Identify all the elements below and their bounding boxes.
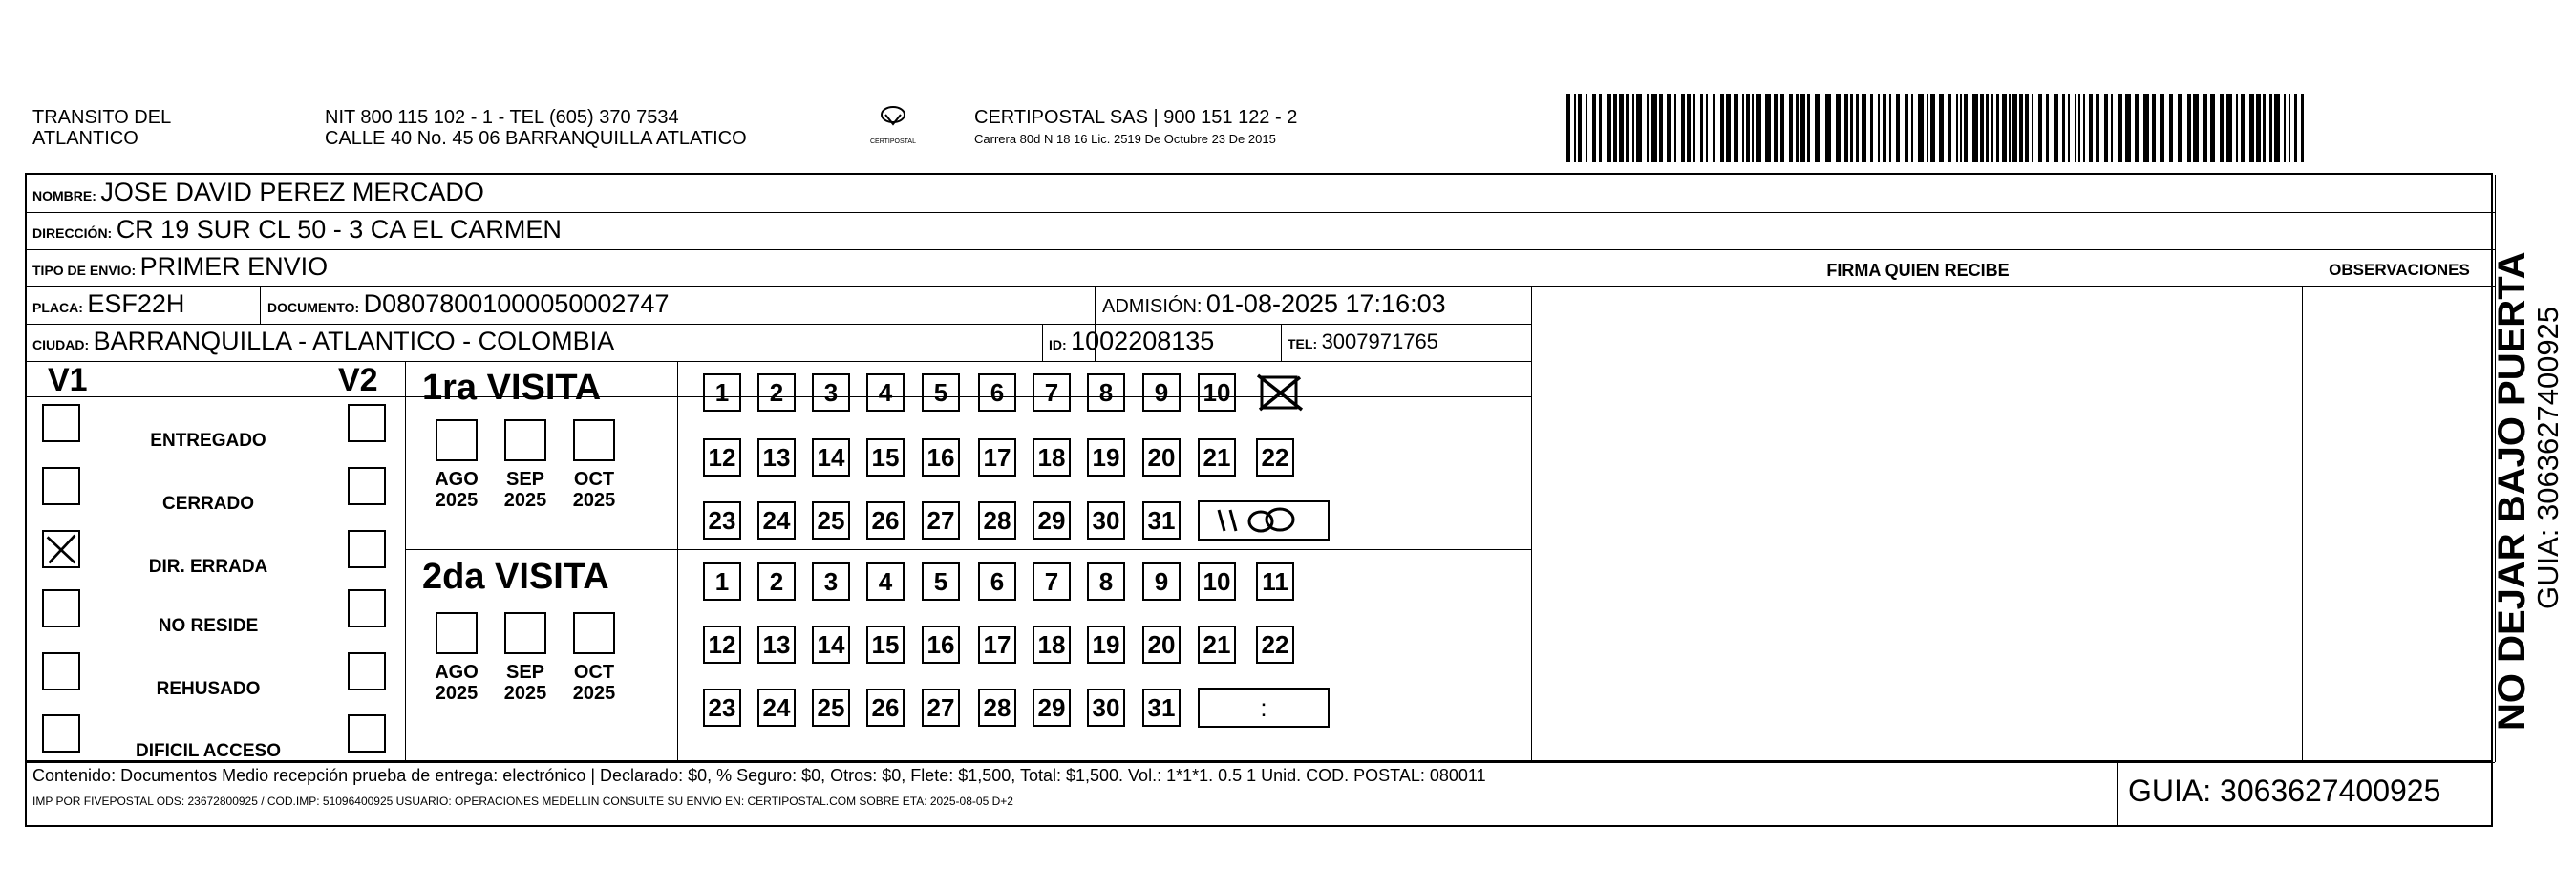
day-box[interactable]: 24: [757, 689, 796, 727]
barcode-bar: [1780, 94, 1784, 162]
day-box[interactable]: 31: [1142, 689, 1181, 727]
status-option-label: CERRADO: [161, 494, 255, 514]
day-box[interactable]: 22: [1256, 438, 1294, 477]
month-checkbox[interactable]: [573, 419, 615, 461]
documento-label: DOCUMENTO:: [267, 300, 360, 315]
barcode-bar: [1607, 94, 1611, 162]
barcode-bar: [2104, 94, 2108, 162]
barcode-bar: [1659, 94, 1663, 162]
v1-checkbox[interactable]: [42, 714, 80, 753]
footer-imp: IMP POR FIVEPOSTAL ODS: 23672800925 / COD.IMP: 51096400925 USUARIO: OPERACIONES MEDELLIN CONSULTE SU ENVIO EN: CERTIPOSTAL.COM SOBRE ETA: 2025-08-05 D+2: [32, 795, 1013, 808]
day-box[interactable]: 26: [866, 501, 905, 540]
barcode-bar: [1687, 94, 1691, 162]
day-box[interactable]: 27: [922, 689, 960, 727]
status-option-label: ENTREGADO: [150, 431, 266, 451]
barcode-bar: [1647, 94, 1649, 162]
day-box[interactable]: 5: [922, 562, 960, 601]
barcode-bar: [1911, 94, 1913, 162]
month-year: 2025: [435, 683, 479, 704]
day-box[interactable]: 5: [922, 373, 960, 412]
month-checkbox[interactable]: [573, 612, 615, 654]
v2-label: V2: [338, 362, 378, 398]
documento-value: D08078001000050002747: [363, 289, 670, 318]
day-box[interactable]: 17: [978, 626, 1016, 664]
barcode-bar: [1856, 94, 1859, 162]
barcode-bar: [2269, 94, 2272, 162]
id-label: ID:: [1049, 337, 1067, 352]
day-box[interactable]: 17: [978, 438, 1016, 477]
guide-form: [25, 173, 2493, 762]
barcode-bar: [1667, 94, 1671, 162]
barcode-bar: [1964, 94, 1968, 162]
barcode-bar: [1927, 94, 1928, 162]
ciudad-label: CIUDAD:: [32, 337, 90, 352]
month-year: 2025: [435, 490, 479, 511]
nit-info: [325, 107, 747, 149]
day-box[interactable]: 14: [812, 626, 850, 664]
month-year: 2025: [503, 683, 547, 704]
day-box[interactable]: 12: [703, 626, 741, 664]
divider: [2302, 286, 2303, 762]
direccion-label: DIRECCIÓN:: [32, 225, 113, 241]
day-box[interactable]: 19: [1087, 626, 1125, 664]
day-box[interactable]: 6: [978, 562, 1016, 601]
barcode-bar: [1905, 94, 1908, 162]
day-box[interactable]: 28: [978, 689, 1016, 727]
month-checkbox[interactable]: [504, 612, 546, 654]
month-checkbox[interactable]: [504, 419, 546, 461]
day-box[interactable]: 1: [703, 562, 741, 601]
ciudad-field: [32, 327, 614, 356]
barcode-bar: [2152, 94, 2156, 162]
barcode-bar: [1896, 94, 1900, 162]
day-box[interactable]: 1: [703, 373, 741, 412]
day-box[interactable]: 10: [1198, 373, 1236, 412]
divider: [27, 286, 2495, 287]
month-name: OCT: [573, 662, 615, 683]
divider: [1042, 324, 1043, 361]
day-box[interactable]: 18: [1033, 626, 1071, 664]
barcode-bar: [1980, 94, 1984, 162]
certipostal-logo: [864, 103, 922, 151]
barcode-bar: [2135, 94, 2139, 162]
barcode-bar: [1599, 94, 1602, 162]
day-box[interactable]: 14: [812, 438, 850, 477]
barcode-bar: [2019, 94, 2023, 162]
barcode-bar: [2289, 94, 2290, 162]
month-label: [422, 469, 491, 511]
barcode-bar: [1850, 94, 1853, 162]
day-box[interactable]: 23: [703, 689, 741, 727]
barcode-bar: [1726, 94, 1731, 162]
nit-line-2: CALLE 40 No. 45 06 BARRANQUILLA ATLATICO: [325, 128, 747, 149]
certipostal-info: [974, 107, 1297, 147]
barcode-bar: [1836, 94, 1841, 162]
barcode-bar: [2111, 94, 2113, 162]
barcode-bar: [2075, 94, 2076, 162]
day-box[interactable]: 6: [978, 373, 1016, 412]
barcode-bar: [2193, 94, 2199, 162]
barcode-bar: [1626, 94, 1629, 162]
day-box[interactable]: 4: [866, 373, 905, 412]
status-option-label: DIR. ERRADA: [148, 557, 268, 577]
barcode-bar: [1930, 94, 1935, 162]
day-box[interactable]: 19: [1087, 438, 1125, 477]
day-box[interactable]: 4: [866, 562, 905, 601]
barcode-bar: [2054, 94, 2058, 162]
divider: [27, 361, 1531, 362]
id-field: [1049, 327, 1214, 356]
barcode-bar: [2274, 94, 2280, 162]
month-label: [422, 662, 491, 704]
barcode-bar: [2294, 94, 2297, 162]
day-box[interactable]: 18: [1033, 438, 1071, 477]
footer-contenido: Contenido: Documentos Medio recepción prueba de entrega: electrónico | Declarado: $0, % Seguro: $0, Otros: $0, Flete: $1,500, Total: $1,500. Vol.: 1*1*1. 0.5 1 Unid. COD. POSTAL: 080011: [32, 766, 1486, 785]
day-box[interactable]: 24: [757, 501, 796, 540]
day-box[interactable]: 29: [1033, 501, 1071, 540]
barcode-bar: [1756, 94, 1761, 162]
v2-checkbox[interactable]: [348, 652, 386, 690]
barcode-bar: [2249, 94, 2254, 162]
barcode-bar: [1986, 94, 1989, 162]
barcode-bar: [1734, 94, 1738, 162]
ciudad-value: BARRANQUILLA - ATLANTICO - COLOMBIA: [93, 327, 615, 355]
barcode-bar: [2118, 94, 2122, 162]
barcode-bar: [1815, 94, 1820, 162]
status-option-label: REHUSADO: [156, 679, 261, 699]
barcode-bar: [2038, 94, 2042, 162]
barcode-bar: [2210, 94, 2215, 162]
side-warning: NO DEJAR BAJO PUERTA: [2491, 251, 2533, 731]
placa-label: PLACA:: [32, 300, 83, 315]
status-option-label: DIFICIL ACCESO: [135, 741, 281, 761]
day-box[interactable]: 22: [1256, 626, 1294, 664]
day-box[interactable]: 2: [757, 562, 796, 601]
day-box[interactable]: 7: [1033, 562, 1071, 601]
month-name: OCT: [573, 469, 615, 490]
barcode-bar: [1613, 94, 1617, 162]
barcode-bar: [2169, 94, 2173, 162]
barcode-bar: [2263, 94, 2266, 162]
day-box[interactable]: 30: [1087, 501, 1125, 540]
barcode-bar: [2083, 94, 2085, 162]
footer: [25, 760, 2493, 827]
nombre-label: NOMBRE:: [32, 188, 96, 203]
barcode-bar: [2125, 94, 2131, 162]
divider: [1531, 286, 1532, 762]
barcode-bar: [1870, 94, 1873, 162]
barcode-bar: [1706, 94, 1708, 162]
barcode-bar: [1713, 94, 1715, 162]
day-box[interactable]: 21: [1198, 438, 1236, 477]
barcode-bar: [1918, 94, 1924, 162]
admision-label: ADMISIÓN:: [1102, 296, 1203, 317]
time-handwritten[interactable]: [1198, 500, 1330, 541]
day-box[interactable]: 3: [812, 373, 850, 412]
day-box[interactable]: 13: [757, 438, 796, 477]
day-box[interactable]: 16: [922, 626, 960, 664]
day-box[interactable]: 25: [812, 689, 850, 727]
barcode-bar: [1632, 94, 1634, 162]
tipo-envio-row: [32, 252, 328, 282]
divider: [1281, 324, 1282, 361]
day-11-crossed[interactable]: [1256, 373, 1304, 412]
day-box[interactable]: 31: [1142, 501, 1181, 540]
certipostal-logo-icon: [864, 103, 922, 151]
placa-value: ESF22H: [87, 289, 185, 318]
barcode-bar: [1619, 94, 1624, 162]
barcode-bar: [1956, 94, 1958, 162]
barcode-bar: [1789, 94, 1793, 162]
barcode-bar: [1651, 94, 1657, 162]
barcode-bar: [1996, 94, 1999, 162]
barcode-bar: [1889, 94, 1891, 162]
day-box[interactable]: 28: [978, 501, 1016, 540]
barcode-bar: [1960, 94, 1962, 162]
day-box[interactable]: 27: [922, 501, 960, 540]
month-label: [560, 662, 628, 704]
barcode-bar: [2062, 94, 2065, 162]
tipo-envio-value: PRIMER ENVIO: [139, 252, 329, 281]
barcode-bar: [2220, 94, 2224, 162]
v2-checkbox[interactable]: [348, 589, 386, 627]
barcode-bar: [2236, 94, 2238, 162]
barcode-bar: [2160, 94, 2164, 162]
direccion-value: CR 19 SUR CL 50 - 3 CA EL CARMEN: [116, 215, 562, 244]
barcode-bar: [2203, 94, 2207, 162]
visit2-title: 2da VISITA: [422, 557, 609, 597]
barcode-bar: [1752, 94, 1754, 162]
tel-label: TEL:: [1288, 336, 1318, 351]
month-checkbox[interactable]: [436, 612, 478, 654]
month-name: AGO: [435, 662, 479, 683]
barcode-bar: [2241, 94, 2245, 162]
barcode-bar: [1939, 94, 1944, 162]
day-box[interactable]: 23: [703, 501, 741, 540]
day-box[interactable]: 15: [866, 626, 905, 664]
barcode-bar: [2046, 94, 2049, 162]
barcode-bar: [1991, 94, 1993, 162]
org-name: [32, 107, 171, 149]
month-checkbox[interactable]: [436, 419, 478, 461]
v1-checkbox[interactable]: [42, 589, 80, 627]
divider: [260, 286, 261, 324]
day-box[interactable]: 12: [703, 438, 741, 477]
org-line-2: ATLANTICO: [32, 128, 138, 149]
barcode-bar: [2068, 94, 2070, 162]
barcode-bar: [1636, 94, 1642, 162]
admision-value: 01-08-2025 17:16:03: [1205, 289, 1446, 318]
day-box[interactable]: 20: [1142, 438, 1181, 477]
barcode-bar: [1807, 94, 1810, 162]
org-line-1: TRANSITO DEL: [32, 107, 172, 128]
month-name: AGO: [435, 469, 479, 490]
barcode-bar: [1883, 94, 1886, 162]
day-box[interactable]: 21: [1198, 626, 1236, 664]
month-name: SEP: [505, 662, 545, 683]
day-box[interactable]: 11: [1256, 562, 1294, 601]
barcode-bar: [2284, 94, 2286, 162]
status-option-label: NO RESIDE: [158, 616, 259, 636]
tel-field: [1288, 329, 1438, 354]
direccion-row: [32, 215, 562, 244]
barcode-bar: [1800, 94, 1805, 162]
day-box[interactable]: 3: [812, 562, 850, 601]
barcode-bar: [1586, 94, 1587, 162]
barcode-bar: [2032, 94, 2033, 162]
observaciones-label: OBSERVACIONES: [2329, 261, 2470, 279]
divider: [27, 212, 2495, 213]
barcode-bar: [1578, 94, 1582, 162]
placa-field: [32, 289, 184, 319]
firma-label: FIRMA QUIEN RECIBE: [1826, 261, 2010, 280]
barcode-bar: [1742, 94, 1744, 162]
barcode-bar: [2301, 94, 2304, 162]
barcode-bar: [2187, 94, 2191, 162]
tel-value: 3007971765: [1321, 329, 1438, 353]
nombre-row: [32, 178, 484, 207]
day-box[interactable]: 2: [757, 373, 796, 412]
barcode-bar: [2078, 94, 2080, 162]
barcode-bar: [2012, 94, 2017, 162]
visit1-title: 1ra VISITA: [422, 368, 602, 408]
footer-guia: GUIA: 3063627400925: [2128, 774, 2441, 808]
barcode-bar: [2178, 94, 2182, 162]
divider: [677, 361, 678, 762]
day-box[interactable]: 15: [866, 438, 905, 477]
barcode-bar: [2009, 94, 2011, 162]
nombre-value: JOSE DAVID PEREZ MERCADO: [100, 178, 484, 206]
barcode-bar: [2025, 94, 2029, 162]
day-box[interactable]: 8: [1087, 562, 1125, 601]
barcode-bar: [1674, 94, 1676, 162]
v1-label: V1: [48, 362, 88, 398]
barcode-bar: [1700, 94, 1703, 162]
documento-field: [267, 289, 669, 319]
barcode-bar: [1862, 94, 1866, 162]
certi-line-2: Carrera 80d N 18 16 Lic. 2519 De Octubre 23 De 2015: [974, 132, 1276, 146]
month-label: [560, 469, 628, 511]
barcode-bar: [2226, 94, 2232, 162]
barcode: [1566, 94, 2321, 162]
v2-checkbox[interactable]: [348, 530, 386, 568]
barcode-bar: [1948, 94, 1951, 162]
divider: [27, 324, 1531, 325]
barcode-bar: [1844, 94, 1848, 162]
v1-checkbox[interactable]: [42, 404, 80, 442]
month-year: 2025: [572, 683, 616, 704]
day-box[interactable]: 7: [1033, 373, 1071, 412]
month-year: 2025: [503, 490, 547, 511]
nit-line-1: NIT 800 115 102 - 1 - TEL (605) 370 7534: [325, 107, 679, 128]
barcode-bar: [1574, 94, 1576, 162]
day-box[interactable]: 25: [812, 501, 850, 540]
divider: [405, 361, 406, 762]
barcode-bar: [2089, 94, 2093, 162]
day-box[interactable]: 26: [866, 689, 905, 727]
logo-caption: CERTIPOSTAL: [870, 138, 916, 145]
barcode-bar: [1592, 94, 1596, 162]
id-value: 1002208135: [1071, 327, 1215, 355]
day-box[interactable]: 30: [1087, 689, 1125, 727]
barcode-bar: [1796, 94, 1799, 162]
barcode-bar: [2096, 94, 2099, 162]
barcode-bar: [1878, 94, 1880, 162]
month-year: 2025: [572, 490, 616, 511]
admision-field: [1102, 289, 1446, 319]
barcode-bar: [1774, 94, 1778, 162]
barcode-bar: [1825, 94, 1831, 162]
divider: [27, 249, 2495, 250]
day-box[interactable]: 9: [1142, 562, 1181, 601]
barcode-bar: [1693, 94, 1695, 162]
day-box[interactable]: 9: [1142, 373, 1181, 412]
barcode-bar: [1972, 94, 1978, 162]
v2-checkbox[interactable]: [348, 714, 386, 753]
barcode-bar: [2002, 94, 2007, 162]
v1-checkbox[interactable]: [42, 530, 80, 568]
month-label: [491, 662, 560, 704]
side-guia: GUIA: 3063627400925: [2531, 306, 2565, 609]
day-box[interactable]: 20: [1142, 626, 1181, 664]
barcode-bar: [1720, 94, 1724, 162]
certi-line-1: CERTIPOSTAL SAS | 900 151 122 - 2: [974, 107, 1298, 128]
day-box[interactable]: 13: [757, 626, 796, 664]
barcode-bar: [1566, 94, 1570, 162]
month-name: SEP: [505, 469, 545, 490]
time-box[interactable]: :: [1198, 688, 1330, 728]
month-label: [491, 469, 560, 511]
day-box[interactable]: 8: [1087, 373, 1125, 412]
barcode-bar: [1681, 94, 1685, 162]
barcode-bar: [2143, 94, 2149, 162]
day-box[interactable]: 29: [1033, 689, 1071, 727]
barcode-bar: [1765, 94, 1771, 162]
day-box[interactable]: 10: [1198, 562, 1236, 601]
v1-checkbox[interactable]: [42, 467, 80, 505]
divider: [405, 549, 1531, 550]
day-box[interactable]: 16: [922, 438, 960, 477]
divider: [2117, 760, 2118, 825]
barcode-bar: [1746, 94, 1750, 162]
v2-checkbox[interactable]: [348, 404, 386, 442]
tipo-envio-label: TIPO DE ENVIO:: [32, 263, 137, 278]
barcode-bar: [2256, 94, 2261, 162]
v1-checkbox[interactable]: [42, 652, 80, 690]
v2-checkbox[interactable]: [348, 467, 386, 505]
